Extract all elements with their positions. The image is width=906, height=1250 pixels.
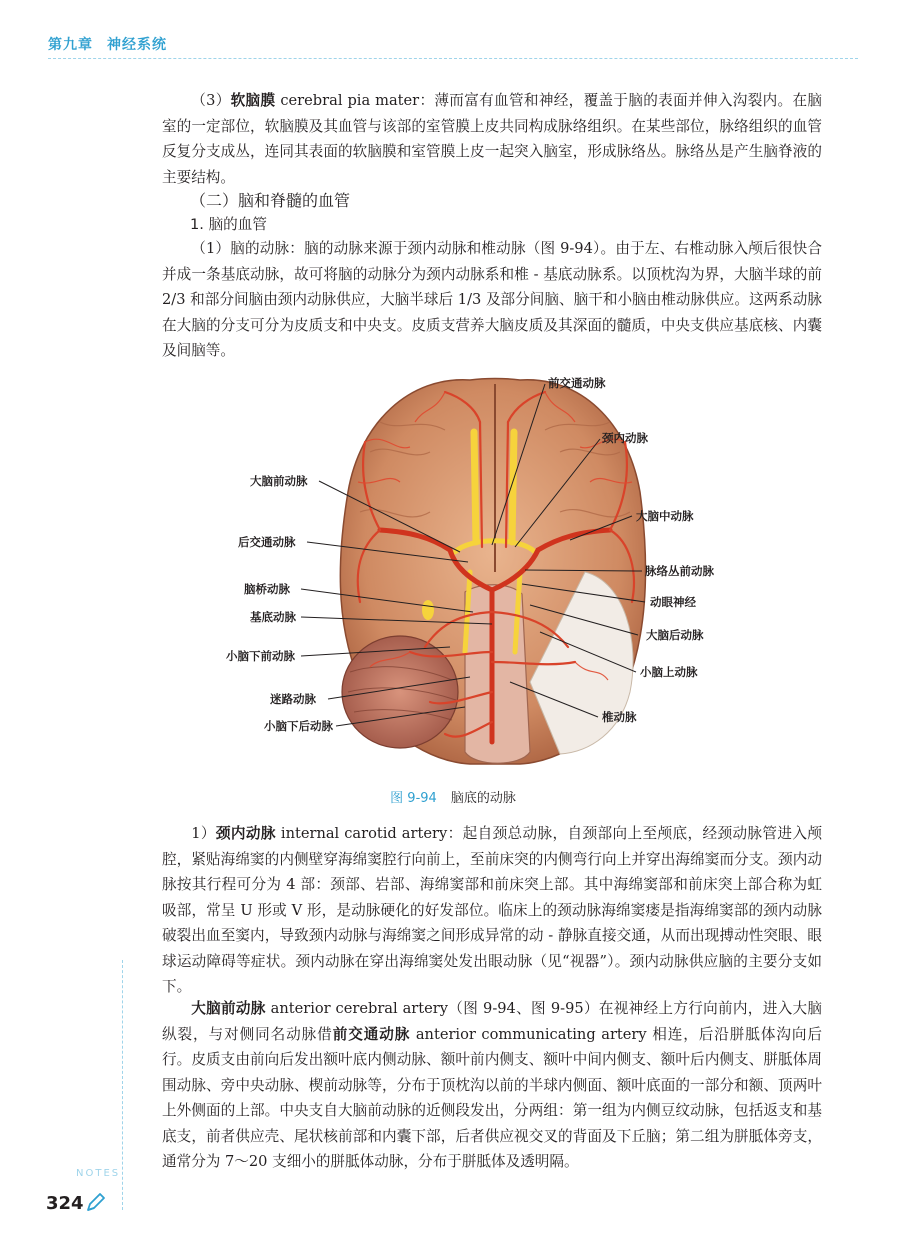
label-internal-carotid-artery: 颈内动脉	[602, 431, 648, 445]
term-anterior-communicating: 前交通动脉	[332, 1025, 411, 1043]
term-pia-mater: 软脑膜	[230, 92, 276, 109]
paragraph-brain-arteries: （1）脑的动脉：脑的动脉来源于颈内动脉和椎动脉（图 9-94）。由于左、右椎动脉入颅后很快合并成一条基底动脉，故可将脑的动脉分为颈内动脉系和椎 - 基底动脉系。以顶枕沟为界，大脑半球的前 2/3 和部分间脑由颈内动脉供应，大脑半球后 1/3 及部分间脑、脑干和小脑由椎动脉供应。这两系动脉在大脑的分支可分为皮质支和中央支。皮质支营养大脑皮质及其深面的髓质，中央支供应基底核、内囊及间脑等。	[162, 240, 822, 359]
label-anterior-choroidal-artery: 脉络丛前动脉	[645, 564, 714, 578]
label-anterior-communicating-artery: 前交通动脉	[548, 376, 606, 390]
label-anterior-inferior-cerebellar-artery: 小脑下前动脉	[226, 649, 295, 663]
label-vertebral-artery: 椎动脉	[602, 710, 637, 724]
paragraph-internal-carotid: 1）颈内动脉 internal carotid artery：起自颈总动脉，自颈部向上至颅底，经颈动脉管进入颅腔，紧贴海绵窦的内侧壁穿海绵窦腔行向前上，至前床突的内侧弯行向上并穿出海绵窦而分支。颈内动脉按其行程可分为 4 部：颈部、岩部、海绵窦部和前床突上部。其中海绵窦部和前床突上部合称为虹吸部，常呈 U 形或 V 形，是动脉硬化的好发部位。临床上的颈动脉海绵窦瘘是指海绵窦部的颈内动脉破裂出血至窦内，导致颈内动脉与海绵窦之间形成异常的动 - 静脉直接交通，从而出现搏动性突眼、眼球运动障碍等症状。颈内动脉在穿出海绵窦处发出眼动脉（见“视器”）。颈内动脉供应脑的主要分支如下。	[162, 825, 822, 995]
header-rule	[48, 58, 858, 59]
margin-dashed-line	[122, 960, 123, 1210]
figure-number: 图 9-94	[390, 791, 437, 806]
chapter-header	[48, 34, 181, 54]
label-oculomotor-nerve: 动眼神经	[650, 595, 696, 609]
notes-label: NOTES	[76, 1168, 121, 1179]
subsection-heading-brain-vessels: 1. 脑的血管	[190, 216, 267, 233]
label-labyrinthine-artery: 迷路动脉	[270, 692, 316, 706]
label-posterior-communicating-artery: 后交通动脉	[238, 535, 296, 549]
label-basilar-artery: 基底动脉	[250, 610, 296, 624]
label-pontine-arteries: 脑桥动脉	[244, 582, 290, 596]
figure-brain-base-arteries	[226, 362, 760, 782]
term-anterior-cerebral: 大脑前动脉	[191, 1000, 266, 1017]
term-internal-carotid: 颈内动脉	[215, 825, 276, 842]
label-middle-cerebral-artery: 大脑中动脉	[636, 509, 694, 523]
paragraph-anterior-cerebral: 大脑前动脉 anterior cerebral artery（图 9-94、图 9-95）在视神经上方行向前内，进入大脑纵裂，与对侧同名动脉借前交通动脉 anterior communicating artery 相连，后沿胼胝体沟向后行。皮质支由前向后发出额叶底内侧动脉、额叶前内侧支、额叶中间内侧支、额叶后内侧支、胼胝体周围动脉、旁中央动脉、楔前动脉等，分布于顶枕沟以前的半球内侧面、额叶底面的一部分和额、顶两叶上外侧面的上部。中央支自大脑前动脉的近侧段发出，分两组：第一组为内侧豆纹动脉，包括返支和基底支，前者供应壳、尾状核前部和内囊下部，后者供应视交叉的背面及下丘脑；第二组为胼胝体旁支，通常分为 7～20 支细小的胼胝体动脉，分布于胼胝体及透明隔。	[162, 1000, 822, 1170]
chapter-title: 神经系统	[107, 37, 167, 53]
figure-caption-text: 脑底的动脉	[450, 791, 516, 806]
label-posterior-cerebral-artery: 大脑后动脉	[646, 628, 704, 642]
label-anterior-cerebral-artery: 大脑前动脉	[250, 474, 308, 488]
figure-caption	[0, 787, 906, 806]
label-superior-cerebellar-artery: 小脑上动脉	[640, 665, 698, 679]
section-heading-vessels: （二）脑和脊髓的血管	[190, 191, 351, 210]
paragraph-pia-mater: （3）软脑膜 cerebral pia mater：薄而富有血管和神经，覆盖于脑的表面并伸入沟裂内。在脑室的一定部位，软脑膜及其血管与该部的室管膜上皮共同构成脉络组织。在某些部位，脉络组织的血管反复分支成丛，连同其表面的软脑膜和室管膜上皮一起突入脑室，形成脉络丛。脉络丛是产生脑脊液的主要结构。	[162, 92, 822, 186]
chapter-number: 第九章	[48, 37, 93, 53]
page-number: 324	[46, 1193, 84, 1214]
label-posterior-inferior-cerebellar-artery: 小脑下后动脉	[264, 719, 333, 733]
pencil-icon	[84, 1192, 106, 1214]
